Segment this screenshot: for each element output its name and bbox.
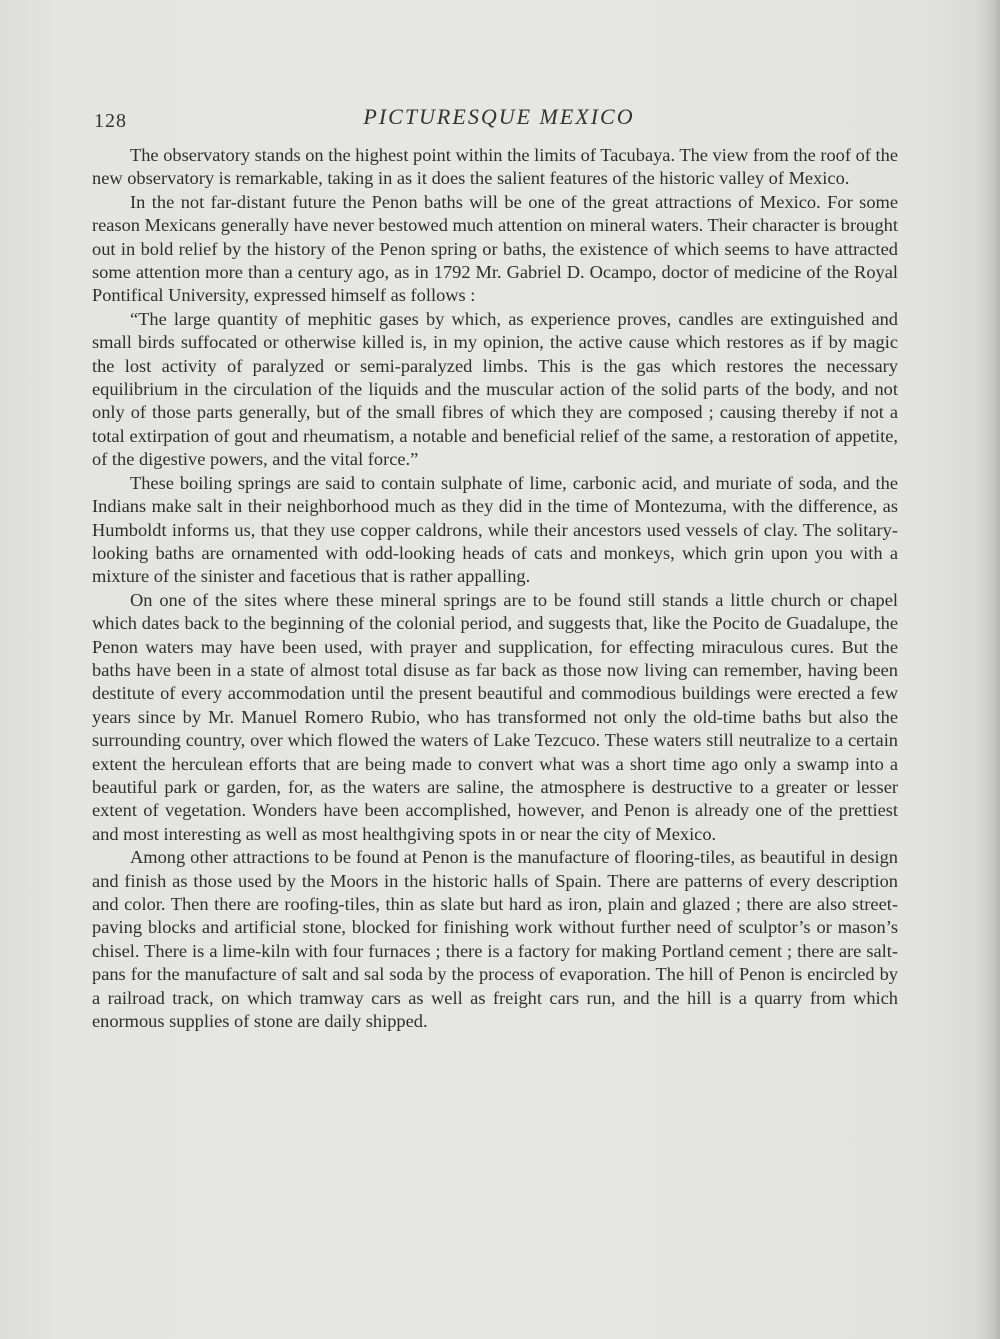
page-number: 128 <box>94 110 127 132</box>
paragraph-quotation: “The large quantity of mephitic gases by which, as experience proves, candles are extinguished and small birds suffocated or otherwise killed is, in my opinion, the active cause which restores as if by magic the lost activity of paralyzed or semi-paralyzed limbs. This is the gas which restores the necessary equilibrium in the circulation of the liquids and the muscular action of the solid parts of the body, and not only of those parts generally, but of the small fibres of which they are composed ; causing thereby if not a total extirpation of gout and rheumatism, a notable and beneficial relief of the same, a restoration of appetite, of the digestive powers, and the vital force.” <box>92 308 898 470</box>
paragraph-penon-baths: In the not far-distant future the Penon baths will be one of the great attractions of Mexico. For some reason Mexicans generally have never bestowed much attention on mineral waters. Their character is brought out in bold relief by the history of the Penon spring or baths, the existence of which seems to have attracted some attention more than a century ago, as in 1792 Mr. Gabriel D. Ocampo, doctor of medicine of the Royal Pontifical University, expressed himself as follows : <box>92 191 898 306</box>
page-title: PICTURESQUE MEXICO <box>363 104 635 129</box>
paragraph-chapel: On one of the sites where these mineral springs are to be found still stands a little church or chapel which dates back to the beginning of the colonial period, and suggests that, like the Pocito de Guadalupe, the Penon waters may have been used, with prayer and supplication, for effecting miraculous cures. But the baths have been in a state of almost total disuse as far back as those now living can remember, having been destitute of every accommodation until the present beautiful and commodious buildings were erected a few years since by Mr. Manuel Romero Rubio, who has transformed not only the old-time baths but also the surrounding country, over which flowed the waters of Lake Tezcuco. These waters still neutralize to a certain extent the herculean efforts that are being made to convert what was a short time ago only a swamp into a beautiful park or garden, for, as the waters are saline, the atmosphere is destructive to a greater or lesser extent of vegetation. Wonders have been accomplished, however, and Penon is already one of the prettiest and most interesting as well as most healthgiving spots in or near the city of Mexico. <box>92 589 898 844</box>
body-text <box>92 144 898 1033</box>
paragraph-attractions: Among other attractions to be found at Penon is the manufacture of flooring-tiles, as beautiful in design and finish as those used by the Moors in the historic halls of Spain. There are patterns of every description and color. Then there are roofing-tiles, thin as slate but hard as iron, plain and glazed ; there are also street-paving blocks and artificial stone, blocked for finishing work without further need of sculptor’s or mason’s chisel. There is a lime-kiln with four furnaces ; there is a factory for making Portland cement ; there are salt-pans for the manufacture of salt and sal soda by the process of evaporation. The hill of Penon is encircled by a railroad track, on which tramway cars as well as freight cars run, and the hill is a quarry from which enormous supplies of stone are daily shipped. <box>92 847 898 1032</box>
paragraph-boiling-springs: These boiling springs are said to contain sulphate of lime, carbonic acid, and muriate of soda, and the Indians make salt in their neighborhood much as they did in the time of Montezuma, with the difference, as Humboldt informs us, that they use copper caldrons, while their ancestors used vessels of clay. The solitary-looking baths are ornamented with odd-looking heads of cats and monkeys, which grin upon you with a mixture of the sinister and facetious that is rather appalling. <box>92 472 898 587</box>
running-head <box>94 104 904 134</box>
page-edge-shadow <box>978 0 1000 1339</box>
paragraph-observatory: The observatory stands on the highest point within the limits of Tacubaya. The view from the roof of the new observatory is remarkable, taking in as it does the salient features of the historic valley of Mexico. <box>92 145 898 189</box>
